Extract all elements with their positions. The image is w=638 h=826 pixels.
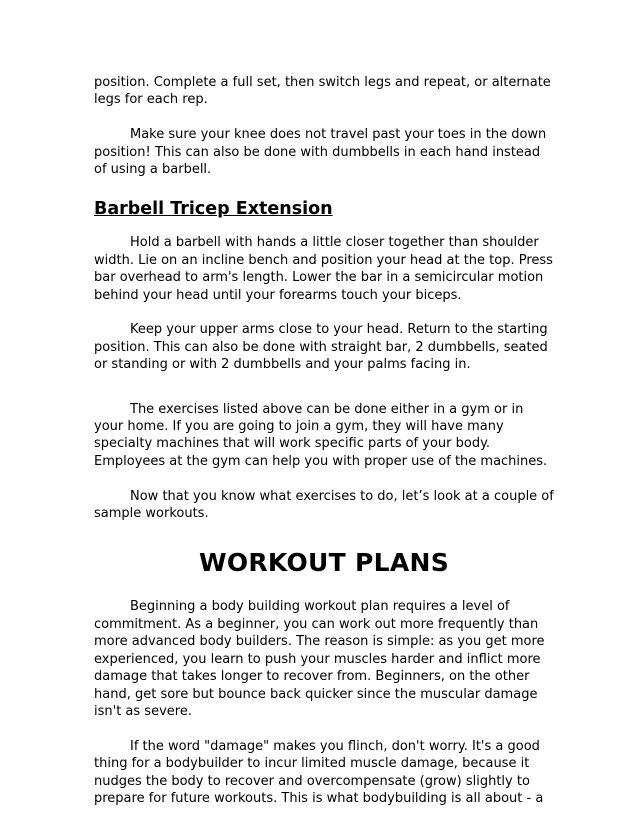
paragraph-muscle-damage: If the word "damage" makes you flinch, don't worry. It's a good thing for a bodybuilder to incur limited muscle damage, because it nudges the body to recover and overcompensate (grow) slightly to prepare for future workouts. This is what bodybuilding is all about - a [94, 738, 544, 806]
chapter-heading: WORKOUT PLANS [198, 548, 450, 578]
paragraph-beginning-plan: Beginning a body building workout plan requires a level of commitment. As a beginner, you can work out more frequently than more advanced body builders. The reason is simple: as you get more experienced, you learn to push your muscles harder and inflict more damage that takes longer to recover from. Beginners, on the other hand, get sore but bounce back quicker since the muscular damage isn't as severe. [94, 599, 545, 719]
paragraph-knee-warning: Make sure your knee does not travel past your toes in the down position! This can also be done with dumbbells in each hand instead of using a barbell. [94, 127, 547, 178]
paragraph-sample-workouts: Now that you know what exercises to do, let’s look at a couple of sample workouts. [94, 488, 554, 522]
section-heading: Barbell Tricep Extension [94, 199, 333, 220]
paragraph-tricep-tips: Keep your upper arms close to your head. Return to the starting position. This can also be done with straight bar, 2 dumbbells, seated or standing or with 2 dumbbells and your palms facing in. [94, 322, 548, 373]
paragraph-gym-or-home: The exercises listed above can be done either in a gym or in your home. If you are going to join a gym, they will have many specialty machines that will work specific parts of your body. Employees at the gym can help you with proper use of the machines. [94, 401, 548, 469]
page-content [94, 74, 554, 807]
paragraph-tricep-instructions: Hold a barbell with hands a little closer together than shoulder width. Lie on an incline bench and position your head at the top. Press bar overhead to arm's length. Lower the bar in a semicircular motion behind your head until your forearms touch your biceps. [94, 235, 553, 303]
paragraph-continuation: position. Complete a full set, then switch legs and repeat, or alternate legs for each rep. [94, 75, 551, 108]
